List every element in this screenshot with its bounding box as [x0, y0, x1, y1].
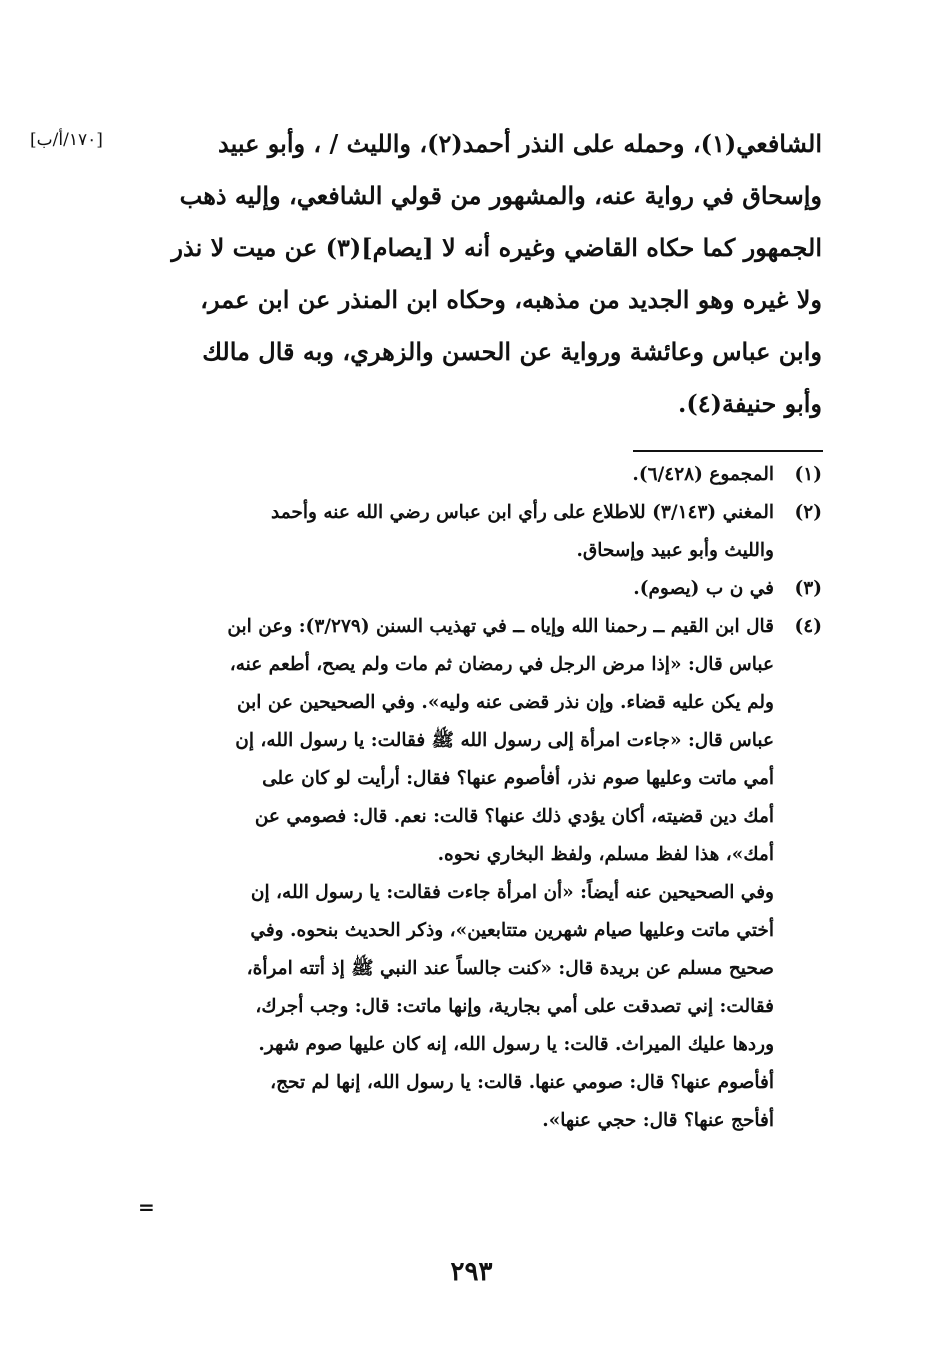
footnote-line: المجموع (٦/٤٢٨).	[632, 464, 774, 485]
footnote-number: (٣)	[794, 578, 822, 599]
footnote-line: وفي الصحيحين عنه أيضاً: «أن امرأة جاءت فقالت: يا رسول الله، إن	[250, 882, 774, 903]
footnote-line: المغني (٣/١٤٣) للاطلاع على رأي ابن عباس رضي الله عنه وأحمد	[271, 502, 774, 523]
footnote-number: (١)	[794, 464, 822, 485]
footnote-body	[155, 570, 774, 608]
footnote-line: صحيح مسلم عن بريدة قال: «كنت جالساً عند النبي ﷺ إذ أتته امرأة،	[246, 958, 774, 979]
footnote-line: أمي ماتت وعليها صوم نذر، أفأصوم عنها؟ فقال: أرأيت لو كان على	[262, 768, 774, 789]
page-number: ٢٩٣	[450, 1257, 493, 1287]
footnote-line: أفأصوم عنها؟ قال: صومي عنها. قالت: يا رسول الله، إنها لم تحج،	[270, 1072, 774, 1093]
footnote-line: أمك»، هذا لفظ مسلم، ولفظ البخاري نحوه.	[437, 844, 774, 865]
main-line: وابن عباس وعائشة ورواية عن الحسن والزهري، وبه قال مالك	[202, 337, 822, 366]
footnote-line: أختي ماتت وعليها صيام شهرين متتابعين»، وذكر الحديث بنحوه. وفي	[250, 920, 774, 941]
footnote-4-continuation	[155, 874, 774, 1140]
footnote-separator	[633, 450, 823, 452]
footnote-number: (٢)	[794, 502, 822, 523]
footnote-body	[155, 494, 774, 570]
main-body-text	[150, 118, 822, 430]
footnote-line: وردها عليك الميراث. قالت: يا رسول الله، إنه كان عليها صوم شهر.	[258, 1034, 774, 1055]
footnote-line: قال ابن القيم ــ رحمنا الله وإياه ــ في تهذيب السنن (٣/٢٧٩): وعن ابن	[227, 616, 774, 637]
footnote-line: ولم يكن عليه قضاء. وإن نذر قضى عنه وليه». وفي الصحيحين عن ابن	[237, 692, 774, 713]
footnote-line: عباس قال: «جاءت امرأة إلى رسول الله ﷺ فقالت: يا رسول الله، إن	[235, 730, 774, 751]
footnote-3	[155, 570, 822, 608]
continuation-mark: =	[138, 1195, 155, 1219]
footnote-line: أفأحج عنها؟ قال: حجي عنها».	[542, 1110, 774, 1131]
footnote-1	[155, 456, 822, 494]
footnote-4	[155, 608, 822, 874]
footnote-body	[155, 608, 774, 874]
footnote-2	[155, 494, 822, 570]
main-line: وأبو حنيفة(٤).	[678, 389, 822, 418]
footnote-line: في ن ب (يصوم).	[633, 578, 774, 599]
main-line: الجمهور كما حكاه القاضي وغيره أنه لا [يصام](٣) عن ميت لا نذر	[171, 233, 822, 262]
manuscript-folio-reference: [١٧٠/أ/ب]	[30, 130, 103, 150]
main-line: الشافعي(١)، وحمله على النذر أحمد(٢)، والليث / ، وأبو عبيد	[217, 129, 822, 158]
footnote-line: عباس قال: «إذا مرض الرجل في رمضان ثم مات ولم يصح، أطعم عنه،	[229, 654, 774, 675]
main-line: وإسحاق في رواية عنه، والمشهور من قولي الشافعي، وإليه ذهب	[179, 181, 822, 210]
main-line: ولا غيره وهو الجديد من مذهبه، وحكاه ابن المنذر عن ابن عمر،	[200, 285, 822, 314]
footnote-number: (٤)	[794, 616, 822, 637]
footnote-body	[155, 456, 774, 494]
footnote-line: فقالت: إني تصدقت على أمي بجارية، وإنها ماتت: قال: وجب أجرك،	[255, 996, 774, 1017]
footnote-line: والليث وأبو عبيد وإسحاق.	[576, 540, 774, 561]
footnotes-section	[155, 456, 822, 1140]
footnote-line: أمك دين قضيته، أكان يؤدي ذلك عنها؟ قالت: نعم. قال: فصومي عن	[254, 806, 774, 827]
